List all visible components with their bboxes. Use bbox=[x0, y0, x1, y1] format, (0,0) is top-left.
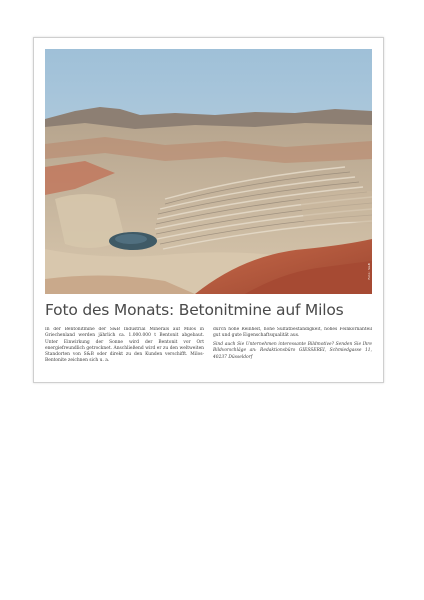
magazine-page bbox=[33, 37, 384, 383]
submission-note: Sind auch Sie Unternehmen interessante Bildmotive? Senden Sie Ihre Bildvorschläge an: Redaktionsbüro GIESSEREI, Schmiedgasse 11, 40237 Düsseldorf bbox=[213, 342, 372, 360]
mine-photo bbox=[45, 49, 372, 294]
article-paragraph: durch hohe Reinheit, hohe Sulfatbeständigkeit, hohes Feinkornanteil gut und gute Eigenschaftsqualität aus. bbox=[213, 327, 372, 339]
article-column-2 bbox=[213, 327, 372, 379]
mine-landscape-image bbox=[45, 49, 372, 294]
article-headline: Foto des Monats: Betonitmine auf Milos bbox=[45, 301, 344, 319]
article-paragraph: In der Bentonitmine der S&B Industrial Minerals auf Milos in Griechenland werden jährlich ca. 1.000.000 t Bentonit abgebaut. Unter Einwirkung der Sonne wird der Bentonit vor Ort energiefreundlich getrocknet. Anschließend wird er zu den weltweiten Standorten von S&B oder direkt zu den Kunden verschifft. Milos-Bentonite zeichnen sich u. a. bbox=[45, 327, 204, 364]
article-body bbox=[45, 327, 372, 379]
photo-credit: Foto: S&B bbox=[367, 263, 371, 280]
article-column-1 bbox=[45, 327, 204, 379]
